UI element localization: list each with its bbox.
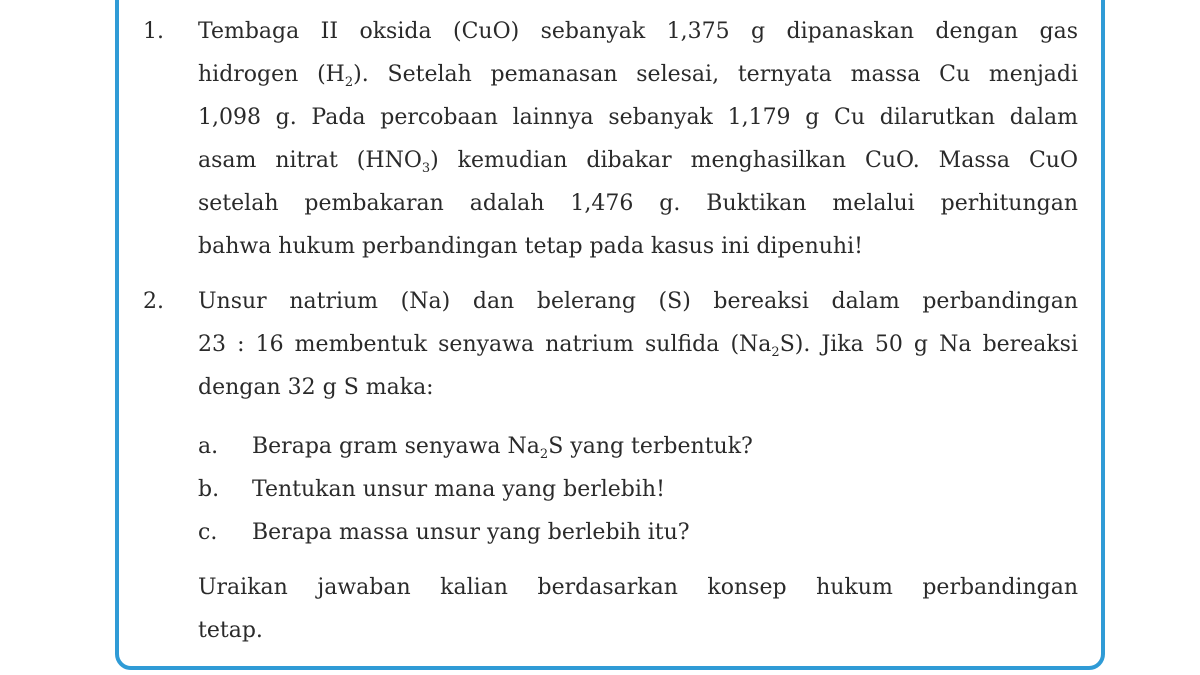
closing-instruction <box>198 566 1078 652</box>
q1-line-4: asam nitrat $(HNO_3)$ kemudian dibakar menghasilkan CuO. Massa CuO <box>198 148 1078 176</box>
q1-line-3: 1,098 g. Pada percobaan lainnya sebanyak 1,179 g Cu dilarutkan dalam <box>198 105 1078 130</box>
q1-line-5: setelah pembakaran adalah 1,476 g. Buktikan melalui perhitungan <box>198 191 1078 216</box>
q2-line-2: 23 : 16 membentuk senyawa natrium sulfida $(Na_2S)$. Jika 50 g Na bereaksi <box>198 332 1078 360</box>
q2-line-3: dengan 32 g S maka: <box>198 375 434 400</box>
q1-line-2: hidrogen $(H_2)$. Setelah pemanasan selesai, ternyata massa Cu menjadi <box>198 62 1078 90</box>
question-2-text <box>198 280 1078 409</box>
subitem-c-text: Berapa massa unsur yang berlebih itu? <box>252 520 690 545</box>
question-2-number: 2. <box>143 289 164 314</box>
subitem-c-letter: c. <box>198 520 218 545</box>
subitem-b-text: Tentukan unsur mana yang berlebih! <box>252 477 665 502</box>
subitem-a-text: Berapa gram senyawa $Na_2S$ yang terbentuk? <box>252 434 753 462</box>
q2-line-1: Unsur natrium (Na) dan belerang (S) bereaksi dalam perbandingan <box>198 289 1078 314</box>
closing-line-2: tetap. <box>198 618 263 643</box>
subitem-b-letter: b. <box>198 477 220 502</box>
question-1-number: 1. <box>143 19 164 44</box>
q1-line-1: Tembaga II oksida (CuO) sebanyak 1,375 g dipanaskan dengan gas <box>198 19 1078 44</box>
closing-line-1: Uraikan jawaban kalian berdasarkan konsep hukum perbandingan <box>198 575 1078 600</box>
subitem-a-letter: a. <box>198 434 219 459</box>
question-1-text <box>198 10 1078 268</box>
q1-line-6: bahwa hukum perbandingan tetap pada kasus ini dipenuhi! <box>198 234 863 259</box>
